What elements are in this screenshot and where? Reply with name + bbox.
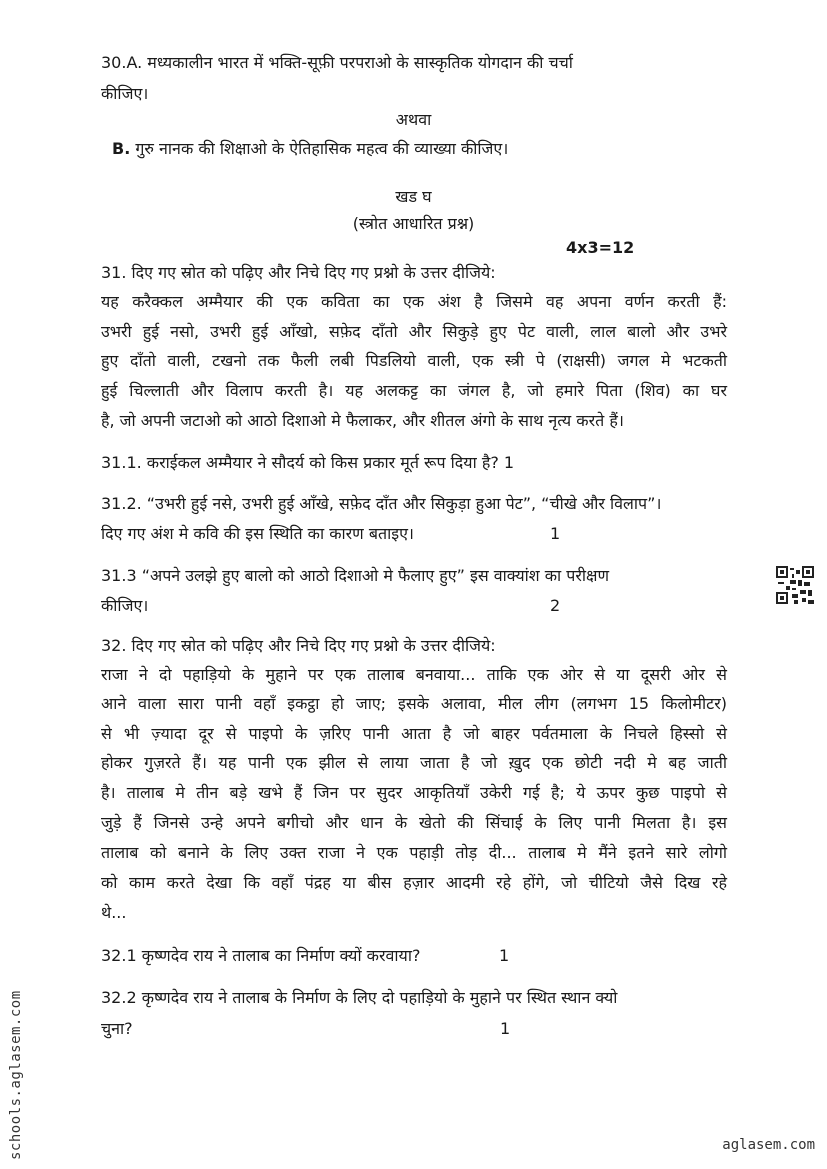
q32-passage-line: जुड़े हैं जिनसे उन्हे अपने बगीचो और धान के खेतो की सिंचाई के लिए पानी मिलता है। इस xyxy=(101,813,727,832)
q31-passage-line: है, जो अपनी जटाओ को आठो दिशाओ मे फैलाकर, और शीतल अंगो के साथ नृत्य करते हैं। xyxy=(101,411,624,430)
q31-passage-line: उभरी हुई नसो, उभरी हुई आँखो, सफ़ेद दाँतो और सिकुड़े हुए पेट वाली, लाल बालो और उभरे xyxy=(101,322,727,341)
q31-2-line2: दिए गए अंश मे कवि की इस स्थिति का कारण बताइए। xyxy=(101,524,414,543)
q32-2-line1: 32.2 कृष्णदेव राय ने तालाब के निर्माण के लिए दो पहाड़ियो के मुहाने पर स्थित स्थान क्यो xyxy=(101,988,618,1007)
side-watermark: schools.aglasem.com xyxy=(8,990,24,1160)
section-subtitle: (स्त्रोत आधारित प्रश्न) xyxy=(352,214,475,233)
q30b xyxy=(112,138,508,160)
q32-intro: 32. दिए गए स्रोत को पढ़िए और निचे दिए गए प्रश्नो के उत्तर दीजिये: xyxy=(101,636,496,655)
q32-2-mark: 1 xyxy=(500,1019,511,1038)
q31-passage-line: हुए दाँतो वाली, टखनो तक फैली लबी पिडलियो वाली, एक स्त्री पे (राक्षसी) जगल मे भटकती xyxy=(101,351,727,370)
q30a-line2: कीजिए। xyxy=(101,84,149,103)
q30-or: अथवा xyxy=(395,110,432,129)
q30a-line1: 30.A. मध्यकालीन भारत में भक्ति-सूफ़ी परपराओ के सास्कृतिक योगदान की चर्चा xyxy=(101,53,573,72)
q32-passage-line: आने वाला सारा पानी वहाँ इकट्ठा हो जाए; इसके अलावा, मील लीग (लगभग 15 किलोमीटर) xyxy=(101,694,727,713)
q32-passage-line: है। तालाब मे तीन बड़े खभे हैं जिन पर सुदर आकृतियाँ उकेरी गई है; ये ऊपर कुछ पाइपो से xyxy=(101,783,727,802)
q32-passage-line: तालाब को बनाने के लिए उक्त राजा ने एक पहाड़ी तोड़ दी... तालाब मे मैंने इतने सारे लोगो xyxy=(101,843,727,862)
q32-passage-line: राजा ने दो पहाड़ियो के मुहाने पर एक तालाब बनवाया... ताकि एक ओर से या दूसरी ओर से xyxy=(101,665,727,684)
q32-passage-line: से भी ज़्यादा दूर से पाइपो के ज़रिए पानी आता है जो बाहर पर्वतमाला के निचले हिस्सो से xyxy=(101,724,727,743)
q30b-text: गुरु नानक की शिक्षाओ के ऐतिहासिक महत्व की व्याख्या कीजिए। xyxy=(135,139,509,158)
q32-passage-line: को काम करते देखा कि वहाँ पंद्रह या बीस हज़ार आदमी रहे होंगे, जो चीटियो जैसे दिख रहे xyxy=(101,873,727,892)
q32-1-mark: 1 xyxy=(499,946,510,965)
q31-3-mark: 2 xyxy=(550,596,561,615)
q32-1: 32.1 कृष्णदेव राय ने तालाब का निर्माण क्यों करवाया? xyxy=(101,946,421,965)
q31-passage-line: यह करैक्कल अम्मैयार की एक कविता का एक अंश है जिसमे वह अपना वर्णन करती हैं: xyxy=(101,292,727,311)
q31-3-line1: 31.3 “अपने उलझे हुए बालो को आठो दिशाओ मे फैलाए हुए” इस वाक्यांश का परीक्षण xyxy=(101,566,610,585)
section-marks: 4x3=12 xyxy=(566,238,635,257)
q30b-label: B. xyxy=(112,139,131,158)
footer-watermark: aglasem.com xyxy=(722,1137,815,1153)
q31-3-line2: कीजिए। xyxy=(101,596,149,615)
qr-code-icon xyxy=(776,566,814,604)
q32-passage-line: होकर गुज़रते हैं। यह पानी एक झील से लाया जाता है जो ख़ुद एक छोटी नदी मे बह जाती xyxy=(101,753,727,772)
q32-2-line2: चुना? xyxy=(101,1019,133,1038)
q31-intro: 31. दिए गए स्रोत को पढ़िए और निचे दिए गए प्रश्नो के उत्तर दीजिये: xyxy=(101,263,496,282)
q32-passage-line: थे... xyxy=(101,903,127,922)
q31-2-line1: 31.2. “उभरी हुई नसे, उभरी हुई आँखे, सफ़ेद दाँत और सिकुड़ा हुआ पेट”, “चीखे और विलाप”। xyxy=(101,494,662,513)
q31-2-mark: 1 xyxy=(550,524,561,543)
q31-1: 31.1. कराईकल अम्मैयार ने सौदर्य को किस प्रकार मूर्त रूप दिया है? 1 xyxy=(101,453,515,472)
q31-passage-line: हुई चिल्लाती और विलाप करती है। यह अलकट्ट का जंगल है, जो हमारे पिता (शिव) का घर xyxy=(101,381,727,400)
section-title: खड घ xyxy=(395,187,432,206)
